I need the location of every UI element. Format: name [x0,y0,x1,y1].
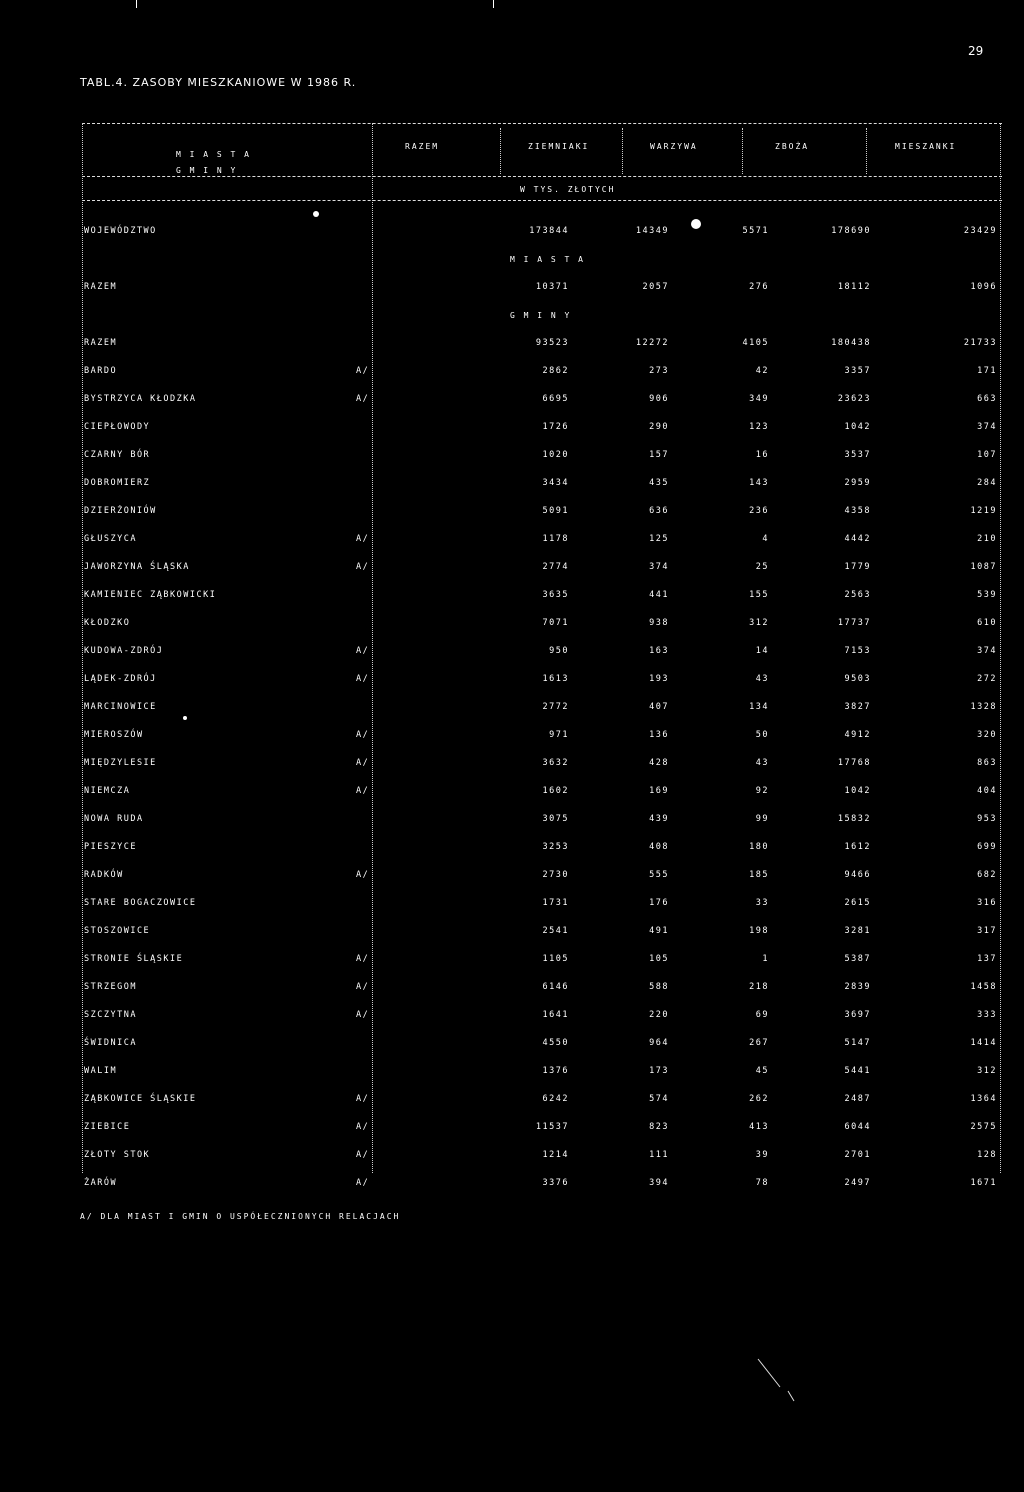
cell-col-1: 11537 [535,1122,569,1132]
cell-col-2: 441 [649,590,669,600]
table-row [84,282,999,296]
cell-col-1: 1602 [542,786,569,796]
cell-col-5: 374 [977,422,997,432]
cell-col-1: 1376 [542,1066,569,1076]
cell-col-3: 50 [755,730,769,740]
row-note: A/ [356,366,370,376]
cell-col-4: 4912 [844,730,871,740]
table-row [84,394,999,408]
row-name: WALIM [84,1066,118,1076]
scan-speck [691,219,701,229]
cell-col-1: 6146 [542,982,569,992]
cell-col-3: 43 [755,674,769,684]
table-row [84,1010,999,1024]
table-row [84,506,999,520]
cell-col-5: 1096 [970,282,997,292]
table-row [84,562,999,576]
row-note: A/ [356,534,370,544]
cell-col-2: 491 [649,926,669,936]
cell-col-4: 3827 [844,702,871,712]
cell-col-3: 33 [755,898,769,908]
scan-speck [313,211,319,217]
row-note: A/ [356,646,370,656]
section-miasta: M I A S T A [510,255,585,264]
cell-col-3: 78 [755,1178,769,1188]
row-name: DOBROMIERZ [84,478,151,488]
cell-col-2: 938 [649,618,669,628]
cell-col-4: 3357 [844,366,871,376]
cell-col-2: 555 [649,870,669,880]
header-mid-rule [82,176,1002,177]
header-left-subtitle: G M I N Y [176,166,238,175]
cell-col-2: 169 [649,786,669,796]
right-border [1000,123,1001,1173]
row-name: BARDO [84,366,118,376]
row-name: NOWA RUDA [84,814,144,824]
row-name: ŻARÓW [84,1178,118,1188]
cell-col-5: 107 [977,450,997,460]
row-name: RAZEM [84,338,118,348]
cell-col-5: 333 [977,1010,997,1020]
cell-col-3: 43 [755,758,769,768]
cell-col-5: 374 [977,646,997,656]
cell-col-2: 574 [649,1094,669,1104]
row-note: A/ [356,954,370,964]
table-row [84,730,999,744]
cell-col-4: 18112 [837,282,871,292]
table-row [84,1038,999,1052]
row-name: MIĘDZYLESIE [84,758,157,768]
cell-col-5: 128 [977,1150,997,1160]
row-name: ZĄBKOWICE ŚLĄSKIE [84,1094,197,1104]
table-row [84,226,999,240]
cell-col-4: 15832 [837,814,871,824]
table-row [84,1094,999,1108]
cell-col-3: 236 [749,506,769,516]
cell-col-1: 3376 [542,1178,569,1188]
table-row [84,814,999,828]
header-divider-1 [500,128,501,174]
cell-col-4: 2701 [844,1150,871,1160]
row-name: STOSZOWICE [84,926,151,936]
cell-col-2: 12272 [635,338,669,348]
cell-col-4: 6044 [844,1122,871,1132]
cell-col-5: 1671 [970,1178,997,1188]
cell-col-2: 220 [649,1010,669,1020]
cell-col-1: 3632 [542,758,569,768]
cell-col-4: 9466 [844,870,871,880]
cell-col-5: 316 [977,898,997,908]
row-name: ŚWIDNICA [84,1038,137,1048]
cell-col-5: 320 [977,730,997,740]
cell-col-1: 1731 [542,898,569,908]
cell-col-4: 2487 [844,1094,871,1104]
table-row [84,786,999,800]
cell-col-2: 176 [649,898,669,908]
cell-col-2: 173 [649,1066,669,1076]
cell-col-4: 17768 [837,758,871,768]
table-row [84,1150,999,1164]
cell-col-3: 14 [755,646,769,656]
cell-col-3: 134 [749,702,769,712]
header-bottom-rule [82,200,1002,201]
cell-col-3: 413 [749,1122,769,1132]
table-row [84,1122,999,1136]
row-note: A/ [356,1178,370,1188]
cell-col-2: 111 [649,1150,669,1160]
cell-col-3: 45 [755,1066,769,1076]
cell-col-5: 682 [977,870,997,880]
table-row [84,1066,999,1080]
cell-col-5: 284 [977,478,997,488]
cell-col-4: 180438 [831,338,871,348]
cell-col-4: 4358 [844,506,871,516]
cell-col-2: 105 [649,954,669,964]
cell-col-2: 394 [649,1178,669,1188]
cell-col-2: 273 [649,366,669,376]
row-name: RADKÓW [84,870,124,880]
cell-col-2: 435 [649,478,669,488]
cell-col-4: 3281 [844,926,871,936]
cell-col-5: 21733 [963,338,997,348]
cell-col-2: 374 [649,562,669,572]
cell-col-4: 7153 [844,646,871,656]
row-note: A/ [356,394,370,404]
cell-col-5: 863 [977,758,997,768]
cell-col-5: 1364 [970,1094,997,1104]
table-row [84,954,999,968]
page-number: 29 [968,44,984,58]
cell-col-1: 7071 [542,618,569,628]
cell-col-3: 185 [749,870,769,880]
cell-col-1: 6695 [542,394,569,404]
table-top-rule [82,123,1002,124]
table-row [84,926,999,940]
row-note: A/ [356,1150,370,1160]
header-unit: W TYS. ZŁOTYCH [520,185,616,194]
cell-col-1: 2862 [542,366,569,376]
cell-col-1: 2772 [542,702,569,712]
table-row [84,758,999,772]
cell-col-3: 16 [755,450,769,460]
cell-col-5: 610 [977,618,997,628]
row-name: CIEPŁOWODY [84,422,151,432]
cell-col-4: 1042 [844,786,871,796]
table-row [84,870,999,884]
row-note: A/ [356,674,370,684]
row-name: STRZEGOM [84,982,137,992]
cell-col-1: 3075 [542,814,569,824]
header-col-5: MIESZANKI [895,142,957,151]
cell-col-2: 2057 [642,282,669,292]
cell-col-3: 123 [749,422,769,432]
cell-col-4: 2615 [844,898,871,908]
cell-col-5: 2575 [970,1122,997,1132]
cell-col-5: 210 [977,534,997,544]
cell-col-4: 2497 [844,1178,871,1188]
cell-col-1: 4550 [542,1038,569,1048]
cell-col-3: 5571 [742,226,769,236]
cell-col-1: 10371 [535,282,569,292]
table-row [84,478,999,492]
cell-col-5: 1219 [970,506,997,516]
table-caption: TABL.4. ZASOBY MIESZKANIOWE W 1986 R. [80,76,357,89]
scan-mark [136,0,137,8]
cell-col-1: 2541 [542,926,569,936]
cell-col-3: 143 [749,478,769,488]
cell-col-5: 1414 [970,1038,997,1048]
cell-col-2: 290 [649,422,669,432]
cell-col-4: 5147 [844,1038,871,1048]
row-note: A/ [356,562,370,572]
header-col-2: ZIEMNIAKI [528,142,590,151]
row-name: PIESZYCE [84,842,137,852]
table-row [84,338,999,352]
section-gminy: G M I N Y [510,311,572,320]
cell-col-2: 408 [649,842,669,852]
cell-col-2: 439 [649,814,669,824]
cell-col-3: 267 [749,1038,769,1048]
cell-col-4: 1779 [844,562,871,572]
row-name: KUDOWA-ZDRÓJ [84,646,164,656]
cell-col-2: 14349 [635,226,669,236]
cell-col-1: 93523 [535,338,569,348]
scan-mark [493,0,494,8]
table-row [84,646,999,660]
cell-col-4: 9503 [844,674,871,684]
cell-col-5: 1458 [970,982,997,992]
cell-col-2: 193 [649,674,669,684]
cell-col-3: 4105 [742,338,769,348]
cell-col-5: 272 [977,674,997,684]
cell-col-2: 163 [649,646,669,656]
row-name: WOJEWÓDZTWO [84,226,157,236]
row-name: MARCINOWICE [84,702,157,712]
table-row [84,982,999,996]
row-name: SZCZYTNA [84,1010,137,1020]
scan-stroke [750,1355,810,1405]
header-divider-2 [622,128,623,174]
cell-col-1: 1641 [542,1010,569,1020]
cell-col-4: 5441 [844,1066,871,1076]
table-row [84,590,999,604]
cell-col-3: 312 [749,618,769,628]
cell-col-5: 953 [977,814,997,824]
cell-col-2: 588 [649,982,669,992]
cell-col-3: 218 [749,982,769,992]
cell-col-2: 125 [649,534,669,544]
cell-col-5: 171 [977,366,997,376]
cell-col-1: 3253 [542,842,569,852]
table-row [84,534,999,548]
cell-col-4: 2959 [844,478,871,488]
table-row [84,618,999,632]
cell-col-1: 1020 [542,450,569,460]
cell-col-2: 407 [649,702,669,712]
row-name: CZARNY BÓR [84,450,151,460]
row-note: A/ [356,870,370,880]
cell-col-4: 1612 [844,842,871,852]
cell-col-1: 2730 [542,870,569,880]
row-name: JAWORZYNA ŚLĄSKA [84,562,190,572]
cell-col-4: 4442 [844,534,871,544]
row-name: LĄDEK-ZDRÓJ [84,674,157,684]
row-name: MIEROSZÓW [84,730,144,740]
cell-col-2: 136 [649,730,669,740]
cell-col-3: 276 [749,282,769,292]
row-note: A/ [356,786,370,796]
cell-col-5: 1328 [970,702,997,712]
cell-col-1: 5091 [542,506,569,516]
cell-col-1: 1613 [542,674,569,684]
cell-col-1: 6242 [542,1094,569,1104]
header-divider-4 [866,128,867,174]
header-col-1: RAZEM [405,142,440,151]
cell-col-3: 198 [749,926,769,936]
table-row [84,702,999,716]
row-name: NIEMCZA [84,786,131,796]
cell-col-2: 428 [649,758,669,768]
cell-col-5: 317 [977,926,997,936]
row-name: GŁUSZYCA [84,534,137,544]
row-name: ZIEBICE [84,1122,131,1132]
cell-col-3: 4 [762,534,769,544]
row-name: KAMIENIEC ZĄBKOWICKI [84,590,217,600]
row-name: BYSTRZYCA KŁODZKA [84,394,197,404]
cell-col-3: 180 [749,842,769,852]
cell-col-4: 17737 [837,618,871,628]
header-col-4: ZBOŻA [775,142,810,151]
cell-col-4: 5387 [844,954,871,964]
cell-col-3: 69 [755,1010,769,1020]
cell-col-5: 539 [977,590,997,600]
row-note: A/ [356,758,370,768]
cell-col-1: 1105 [542,954,569,964]
cell-col-5: 1087 [970,562,997,572]
row-name: ZŁOTY STOK [84,1150,151,1160]
cell-col-3: 349 [749,394,769,404]
header-left-title: M I A S T A [176,150,251,159]
row-note: A/ [356,730,370,740]
cell-col-1: 1214 [542,1150,569,1160]
row-name: KŁODZKO [84,618,131,628]
cell-col-1: 1726 [542,422,569,432]
cell-col-1: 1178 [542,534,569,544]
row-note: A/ [356,1094,370,1104]
cell-col-1: 971 [549,730,569,740]
footnote: A/ DLA MIAST I GMIN O USPÓŁECZNIONYCH RELACJACH [80,1212,401,1221]
cell-col-3: 25 [755,562,769,572]
cell-col-4: 3537 [844,450,871,460]
row-note: A/ [356,1010,370,1020]
cell-col-2: 157 [649,450,669,460]
table-row [84,674,999,688]
row-name: STARE BOGACZOWICE [84,898,197,908]
scan-speck [183,716,187,720]
header-divider-3 [742,128,743,174]
cell-col-3: 155 [749,590,769,600]
table-row [84,842,999,856]
row-name: STRONIE ŚLĄSKIE [84,954,184,964]
cell-col-3: 42 [755,366,769,376]
table-row [84,898,999,912]
cell-col-3: 39 [755,1150,769,1160]
table-row [84,366,999,380]
row-name: DZIERŻONIÓW [84,506,157,516]
table-row [84,450,999,464]
cell-col-4: 23623 [837,394,871,404]
header-col-3: WARZYWA [650,142,698,151]
cell-col-3: 99 [755,814,769,824]
cell-col-4: 2563 [844,590,871,600]
cell-col-2: 964 [649,1038,669,1048]
cell-col-5: 699 [977,842,997,852]
cell-col-4: 3697 [844,1010,871,1020]
cell-col-1: 173844 [529,226,569,236]
cell-col-3: 262 [749,1094,769,1104]
cell-col-2: 823 [649,1122,669,1132]
cell-col-1: 3635 [542,590,569,600]
row-note: A/ [356,1122,370,1132]
row-name: RAZEM [84,282,118,292]
table-row [84,422,999,436]
cell-col-5: 137 [977,954,997,964]
left-border [82,123,83,1173]
cell-col-2: 906 [649,394,669,404]
cell-col-5: 23429 [963,226,997,236]
cell-col-2: 636 [649,506,669,516]
cell-col-4: 1042 [844,422,871,432]
cell-col-1: 950 [549,646,569,656]
row-note: A/ [356,982,370,992]
cell-col-5: 312 [977,1066,997,1076]
cell-col-4: 2839 [844,982,871,992]
cell-col-4: 178690 [831,226,871,236]
table-row [84,1178,999,1192]
cell-col-5: 404 [977,786,997,796]
cell-col-3: 92 [755,786,769,796]
cell-col-1: 2774 [542,562,569,572]
cell-col-3: 1 [762,954,769,964]
cell-col-1: 3434 [542,478,569,488]
cell-col-5: 663 [977,394,997,404]
